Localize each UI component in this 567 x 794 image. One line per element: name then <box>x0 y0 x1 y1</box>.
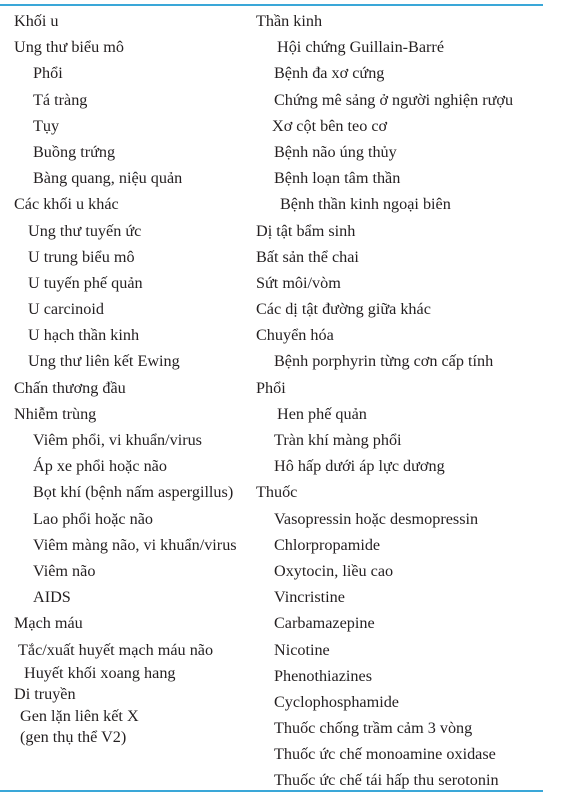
list-item: Vincristine <box>274 588 345 607</box>
list-item: Bệnh đa xơ cứng <box>274 64 385 83</box>
list-item: Hô hấp dưới áp lực dương <box>274 457 445 476</box>
list-item: Nicotine <box>274 640 330 659</box>
list-item: Bất sản thể chai <box>256 247 359 266</box>
category-heading: Di truyền <box>14 685 76 704</box>
list-item: Gen lặn liên kết X <box>20 706 139 725</box>
list-item: Thuốc chống trầm cảm 3 vòng <box>274 719 473 738</box>
list-item: Ung thư liên kết Ewing <box>28 352 180 371</box>
subcategory-heading: Các khối u khác <box>14 195 119 214</box>
list-item: Thuốc ức chế monoamine oxidase <box>274 745 496 764</box>
bottom-rule <box>0 790 543 792</box>
category-heading: Khối u <box>14 12 59 30</box>
list-item: Chlorpropamide <box>274 535 381 554</box>
list-item: Lao phổi hoặc não <box>33 509 154 528</box>
right-column <box>256 8 567 794</box>
top-rule <box>0 4 543 6</box>
list-item: Buồng trứng <box>33 142 116 161</box>
list-item: Xơ cột bên teo cơ <box>272 116 388 135</box>
list-item: Viêm phổi, vi khuẩn/virus <box>33 431 202 449</box>
left-column <box>14 8 262 749</box>
list-item: Tá tràng <box>33 90 88 109</box>
list-item: U carcinoid <box>28 300 104 319</box>
category-heading: Dị tật bẩm sinh <box>256 221 356 240</box>
list-item: Bệnh não úng thủy <box>274 142 397 161</box>
category-heading: Mạch máu <box>14 614 83 633</box>
list-item: Bệnh loạn tâm thần <box>274 169 401 188</box>
list-item: Phenothiazines <box>274 666 373 685</box>
list-item: AIDS <box>33 588 71 607</box>
list-item: Huyết khối xoang hang <box>24 663 176 682</box>
list-item: Sứt môi/vòm <box>256 273 341 292</box>
list-item: Hen phế quản <box>277 404 367 423</box>
subcategory-heading: Ung thư biểu mô <box>14 38 124 57</box>
list-item: Chứng mê sảng ở người nghiện rượu <box>274 90 514 109</box>
list-item: Bọt khí (bệnh nấm aspergillus) <box>33 483 234 502</box>
list-item: Các dị tật đường giữa khác <box>256 300 431 319</box>
category-heading: Nhiễm trùng <box>14 404 97 423</box>
list-item: U trung biểu mô <box>28 247 135 266</box>
list-item: Bệnh porphyrin từng cơn cấp tính <box>274 352 494 371</box>
category-heading: Thần kinh <box>256 12 323 30</box>
list-item: U hạch thần kinh <box>28 326 140 345</box>
list-item: Cyclophosphamide <box>274 692 399 711</box>
list-item: Oxytocin, liều cao <box>274 561 394 580</box>
list-item: Tụy <box>33 116 60 135</box>
list-item: Vasopressin hoặc desmopressin <box>274 509 479 528</box>
list-item: Bàng quang, niệu quản <box>33 169 183 188</box>
list-item: Thuốc ức chế tái hấp thu serotonin <box>274 771 499 790</box>
list-item: Viêm não <box>33 561 96 580</box>
list-item: Phổi <box>33 64 63 83</box>
list-item: Carbamazepine <box>274 614 375 633</box>
category-heading: Thuốc <box>256 483 298 502</box>
category-heading: Chuyển hóa <box>256 326 334 345</box>
list-item: Ung thư tuyến ức <box>28 221 142 240</box>
list-item: Hội chứng Guillain-Barré <box>277 38 445 57</box>
list-item: (gen thụ thể V2) <box>20 728 127 747</box>
list-item: Áp xe phổi hoặc não <box>33 457 167 476</box>
list-item: Tắc/xuất huyết mạch máu não <box>18 640 214 659</box>
list-item: Bệnh thần kinh ngoại biên <box>280 195 451 214</box>
category-heading: Chấn thương đầu <box>14 378 126 397</box>
list-item: Viêm màng não, vi khuẩn/virus <box>33 535 237 554</box>
list-item: U tuyến phế quản <box>28 273 143 292</box>
list-item: Tràn khí màng phổi <box>274 431 402 449</box>
category-heading: Phổi <box>256 378 286 397</box>
